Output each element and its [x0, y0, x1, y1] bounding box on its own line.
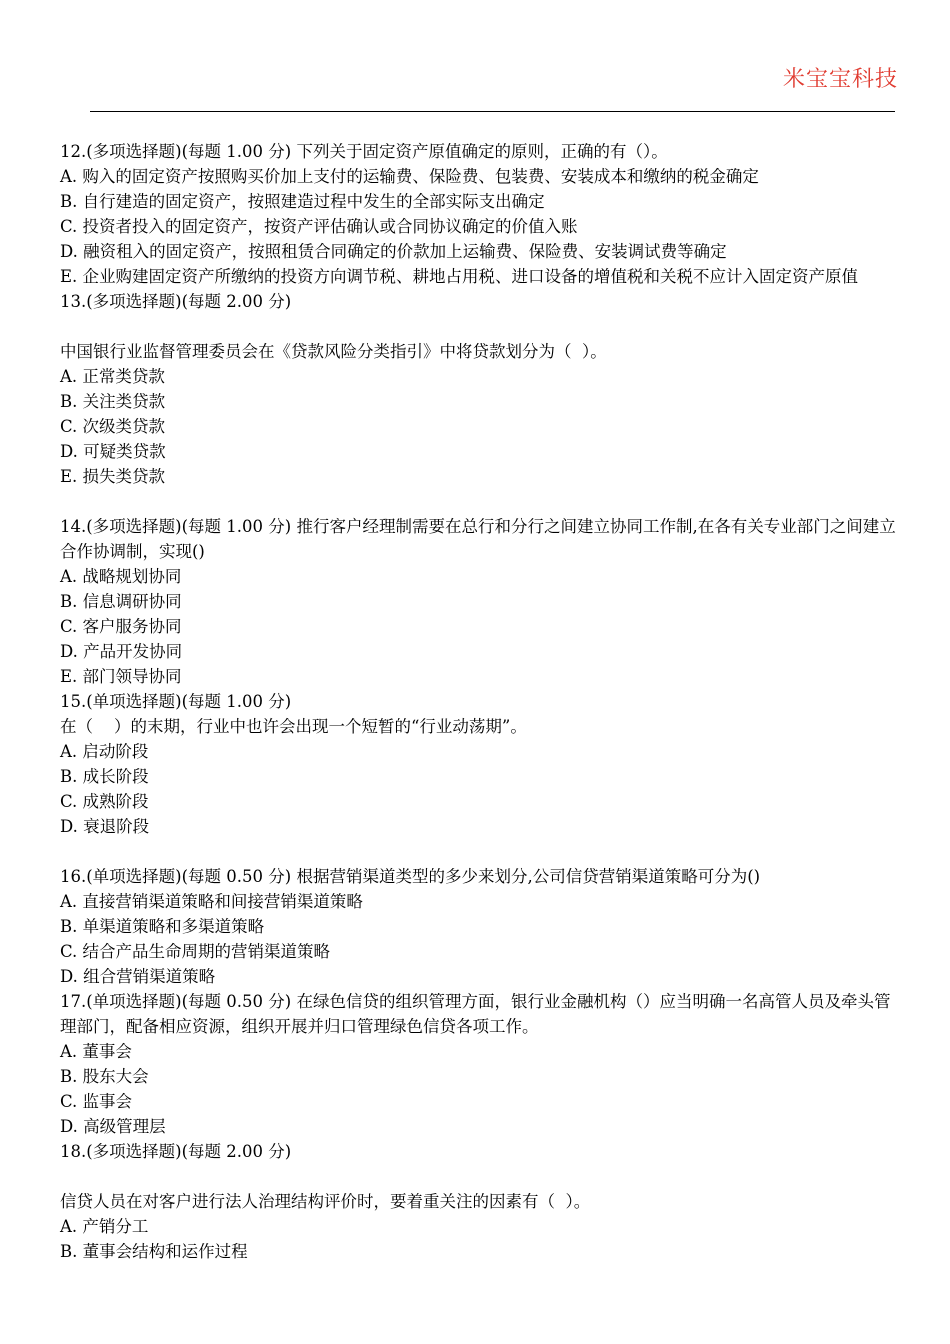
question-15: [60, 689, 898, 839]
question-12-title: 12.(多项选择题)(每题 1.00 分) 下列关于固定资产原值确定的原则，正确的有（）。: [60, 142, 668, 161]
spacer: [60, 1164, 898, 1189]
question-12: [60, 139, 898, 289]
question-14-option-e: E. 部门领导协同: [60, 667, 182, 686]
question-18: [60, 1139, 898, 1264]
question-14-option-a: A. 战略规划协同: [60, 567, 182, 586]
question-15-title: 15.(单项选择题)(每题 1.00 分): [60, 692, 292, 711]
question-13-option-c: C. 次级类贷款: [60, 417, 166, 436]
question-17-title: 17.(单项选择题)(每题 0.50 分) 在绿色信贷的组织管理方面，银行业金融机构（）应当明确一名高管人员及牵头管理部门，配备相应资源，组织开展并归口管理绿色信贷各项工作。: [60, 992, 891, 1036]
brand-name: 米宝宝科技: [782, 67, 898, 92]
question-14-title: 14.(多项选择题)(每题 1.00 分) 推行客户经理制需要在总行和分行之间建立协同工作制,在各有关专业部门之间建立合作协调制，实现(): [60, 517, 896, 561]
question-13-option-b: B. 关注类贷款: [60, 392, 166, 411]
question-16: [60, 864, 898, 989]
question-18-option-a: A. 产销分工: [60, 1217, 149, 1236]
question-12-option-c: C. 投资者投入的固定资产，按资产评估确认或合同协议确定的价值入账: [60, 217, 578, 236]
question-16-option-a: A. 直接营销渠道策略和间接营销渠道策略: [60, 892, 363, 911]
question-17-option-a: A. 董事会: [60, 1042, 132, 1061]
question-13-title: 13.(多项选择题)(每题 2.00 分): [60, 292, 292, 311]
question-list: [60, 139, 898, 1264]
question-13: [60, 289, 898, 489]
question-16-option-d: D. 组合营销渠道策略: [60, 967, 216, 986]
question-13-option-a: A. 正常类贷款: [60, 367, 165, 386]
question-18-stem: 信贷人员在对客户进行法人治理结构评价时，要着重关注的因素有（ ）。: [60, 1192, 591, 1211]
question-12-option-a: A. 购入的固定资产按照购买价加上支付的运输费、保险费、包装费、安装成本和缴纳的税金确定: [60, 167, 759, 186]
question-15-option-c: C. 成熟阶段: [60, 792, 149, 811]
question-12-option-b: B. 自行建造的固定资产，按照建造过程中发生的全部实际支出确定: [60, 192, 545, 211]
question-17: [60, 989, 898, 1139]
spacer: [60, 839, 898, 864]
question-15-option-d: D. 衰退阶段: [60, 817, 150, 836]
question-13-stem: 中国银行业监督管理委员会在《贷款风险分类指引》中将贷款划分为（ ）。: [60, 342, 607, 361]
question-17-option-b: B. 股东大会: [60, 1067, 149, 1086]
question-16-option-c: C. 结合产品生命周期的营销渠道策略: [60, 942, 331, 961]
question-12-option-d: D. 融资租入的固定资产，按照租赁合同确定的价款加上运输费、保险费、安装调试费等确定: [60, 242, 727, 261]
question-18-title: 18.(多项选择题)(每题 2.00 分): [60, 1142, 292, 1161]
question-16-option-b: B. 单渠道策略和多渠道策略: [60, 917, 265, 936]
question-15-option-b: B. 成长阶段: [60, 767, 149, 786]
question-17-option-c: C. 监事会: [60, 1092, 133, 1111]
header-divider: [90, 111, 895, 112]
question-12-option-e: E. 企业购建固定资产所缴纳的投资方向调节税、耕地占用税、进口设备的增值税和关税不应计入固定资产原值: [60, 267, 859, 286]
question-14-option-b: B. 信息调研协同: [60, 592, 182, 611]
spacer: [60, 489, 898, 514]
spacer: [60, 314, 898, 339]
question-15-option-a: A. 启动阶段: [60, 742, 149, 761]
question-18-option-b: B. 董事会结构和运作过程: [60, 1242, 248, 1261]
question-17-option-d: D. 高级管理层: [60, 1117, 166, 1136]
question-14-option-c: C. 客户服务协同: [60, 617, 182, 636]
question-13-option-e: E. 损失类贷款: [60, 467, 166, 486]
question-16-title: 16.(单项选择题)(每题 0.50 分) 根据营销渠道类型的多少来划分,公司信贷营销渠道策略可分为(): [60, 867, 761, 886]
question-15-stem: 在（ ）的末期，行业中也许会出现一个短暂的“行业动荡期”。: [60, 717, 527, 736]
question-13-option-d: D. 可疑类贷款: [60, 442, 166, 461]
question-14: [60, 514, 898, 689]
question-14-option-d: D. 产品开发协同: [60, 642, 183, 661]
